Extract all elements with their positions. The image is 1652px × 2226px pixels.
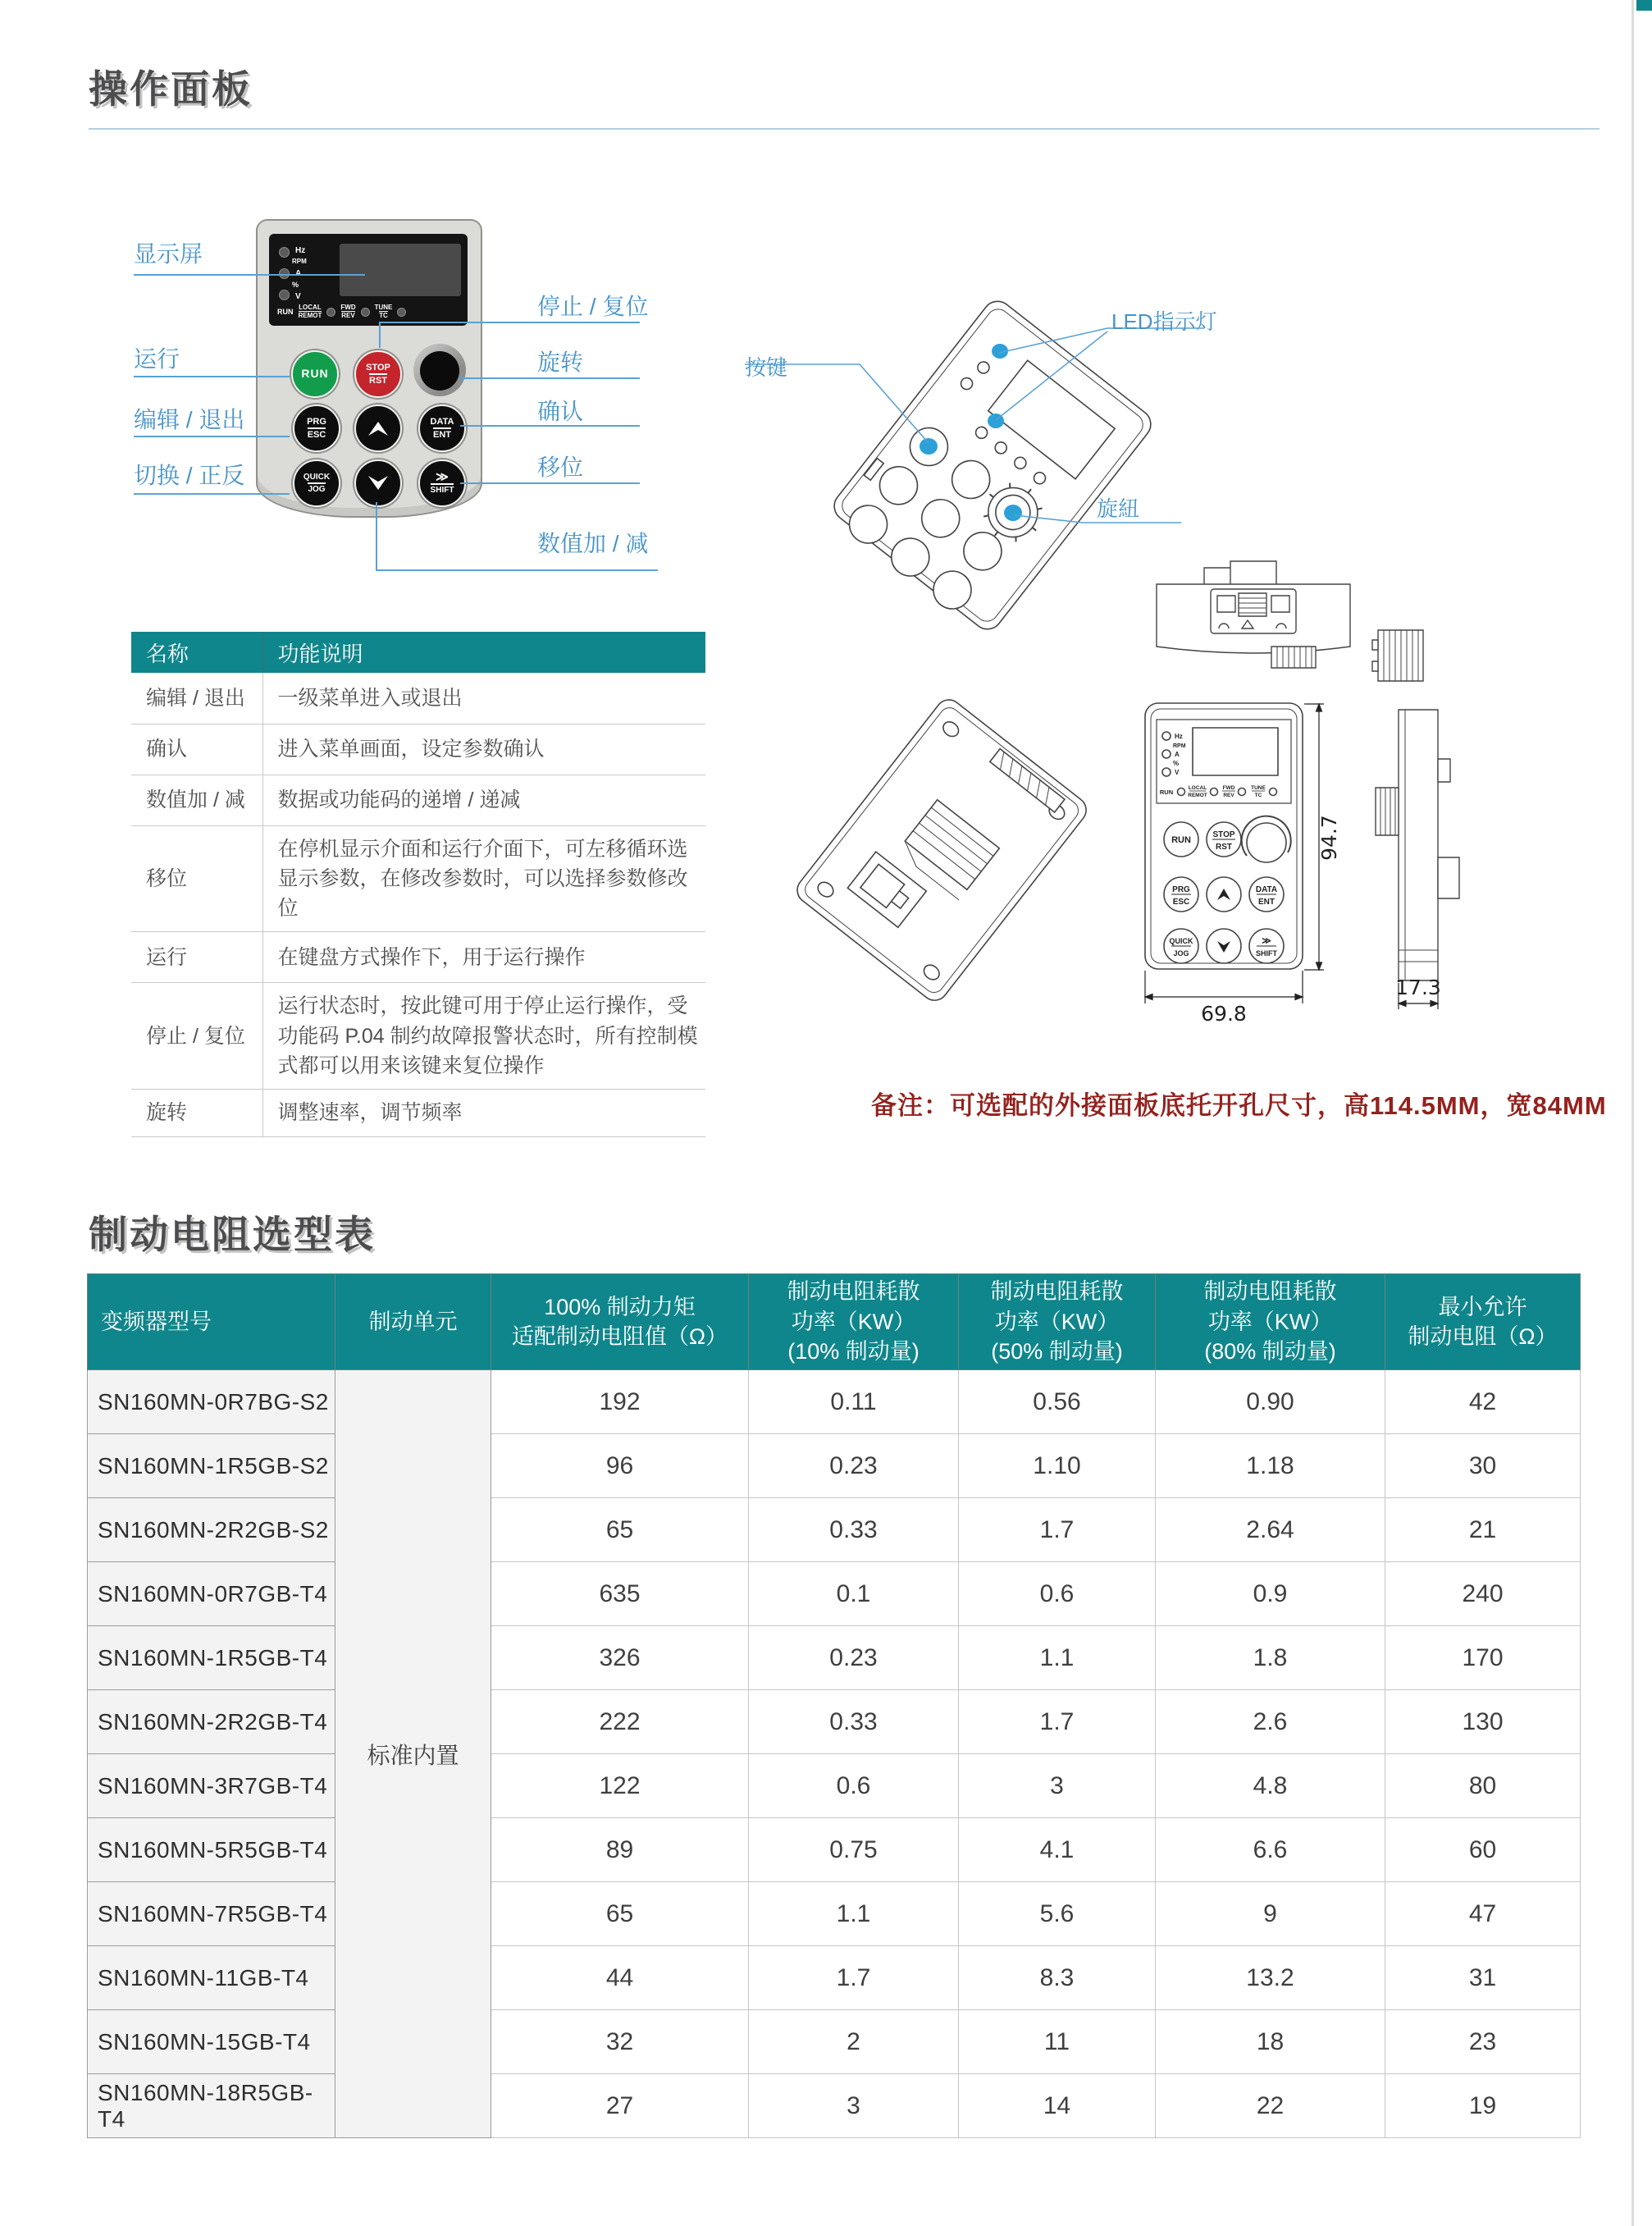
st-value: 65 <box>491 1498 749 1562</box>
st-value: 0.11 <box>749 1370 959 1434</box>
st-h-brake: 制动单元 <box>335 1274 491 1370</box>
st-value: 32 <box>491 2010 749 2074</box>
st-value: 240 <box>1385 1562 1581 1626</box>
st-value: 0.33 <box>749 1498 959 1562</box>
callout-line <box>134 274 365 276</box>
st-value: 3 <box>749 2074 959 2138</box>
st-value: 23 <box>1385 2010 1581 2074</box>
bracket-top-view <box>1147 560 1362 670</box>
keypad-display-bezel <box>269 234 468 326</box>
dim-status-remot: REMOT <box>1188 793 1207 798</box>
dim-led-hz: Hz <box>1175 733 1183 740</box>
callout-run: 运行 <box>134 346 180 372</box>
ft-name: 移位 <box>131 825 262 932</box>
st-h-line: 100% 制动力矩 <box>544 1294 696 1319</box>
st-value: 0.75 <box>749 1818 959 1882</box>
ft-header-desc: 功能说明 <box>262 632 705 673</box>
dim-btn-prg: PRG <box>1172 885 1190 894</box>
st-value: 2.6 <box>1156 1690 1385 1754</box>
callout-stop: 停止 / 复位 <box>537 294 649 319</box>
st-value: 1.1 <box>959 1626 1156 1690</box>
led-label-rpm: RPM <box>292 258 307 265</box>
data-ent-button <box>418 405 466 452</box>
status-tune: TUNE <box>374 304 393 311</box>
callout-confirm: 确认 <box>537 399 584 424</box>
status-remot: REMOT <box>298 312 322 320</box>
st-model: SN160MN-15GB-T4 <box>88 2010 335 2074</box>
callout-line <box>379 322 640 323</box>
table-row <box>88 1690 1581 1754</box>
dim-status-local: LOCAL <box>1188 785 1207 791</box>
st-value: 1.7 <box>959 1690 1156 1754</box>
rst-label: RST <box>369 373 387 386</box>
ft-desc: 进入菜单画面，设定参数确认 <box>262 724 705 775</box>
selection-table-header <box>88 1274 1581 1370</box>
table-row <box>131 983 705 1090</box>
section2-title: 制动电阻选型表 <box>89 1213 376 1256</box>
callout-line <box>376 502 377 571</box>
ft-desc: 在停机显示介面和运行介面下，可左移循环选显示参数，在修改参数时，可以选择参数修改位 <box>262 825 705 932</box>
ft-name: 停止 / 复位 <box>131 983 262 1090</box>
st-value: 130 <box>1385 1690 1581 1754</box>
st-model: SN160MN-11GB-T4 <box>88 1946 335 2010</box>
dim-btn-run: RUN <box>1171 835 1191 845</box>
function-table <box>131 632 705 1137</box>
status-tc: TC <box>379 312 388 320</box>
dim-height: 94.7 <box>1317 815 1341 861</box>
table-row <box>131 673 705 724</box>
rear-isometric-drawing <box>800 697 1079 1026</box>
st-model: SN160MN-7R5GB-T4 <box>88 1882 335 1946</box>
ft-desc: 运行状态时，按此键可用于停止运行操作，受功能码 P.04 制约故障报警状态时，所有控制模式都可以用来该键来复位操作 <box>262 983 705 1090</box>
callout-display: 显示屏 <box>134 241 203 267</box>
st-value: 21 <box>1385 1498 1581 1562</box>
st-value: 4.1 <box>959 1818 1156 1882</box>
dim-led-v: V <box>1175 769 1180 776</box>
st-h-resistance <box>491 1274 749 1370</box>
dim-status-tc: TC <box>1254 793 1262 798</box>
st-h-model: 变频器型号 <box>88 1274 335 1370</box>
status-row <box>277 304 463 320</box>
up-arrow-icon <box>366 419 390 437</box>
dim-led-a: A <box>1175 751 1180 758</box>
st-model: SN160MN-0R7GB-T4 <box>88 1562 335 1626</box>
shift-label: SHIFT <box>431 483 454 495</box>
ft-name: 旋转 <box>131 1090 262 1137</box>
st-value: 31 <box>1385 1946 1581 2010</box>
stop-reset-button <box>354 350 402 398</box>
table-row <box>131 1090 705 1137</box>
callout-line <box>376 569 658 571</box>
table-row <box>88 1562 1581 1626</box>
dim-led-rpm: RPM <box>1173 743 1186 749</box>
st-value: 22 <box>1156 2074 1385 2138</box>
st-value: 96 <box>491 1434 749 1498</box>
dim-btn-shift: SHIFT <box>1256 949 1277 958</box>
led-label-pct: % <box>292 281 299 289</box>
st-model: SN160MN-2R2GB-T4 <box>88 1690 335 1754</box>
ft-name: 运行 <box>131 932 262 983</box>
st-h-p50 <box>959 1274 1156 1370</box>
st-value: 1.18 <box>1156 1434 1385 1498</box>
rotary-knob-cap <box>420 351 459 391</box>
callout-line <box>459 377 640 379</box>
callout-line <box>460 482 640 484</box>
st-value: 192 <box>491 1370 749 1434</box>
dim-btn-esc: ESC <box>1172 898 1190 907</box>
up-button <box>354 405 402 452</box>
table-row <box>88 1946 1581 2010</box>
dim-status-tune: TUNE <box>1251 785 1266 791</box>
dim-btn-stop: STOP <box>1212 830 1235 839</box>
status-local: LOCAL <box>299 304 322 311</box>
led-label-hz: Hz <box>295 246 306 255</box>
st-value: 326 <box>491 1626 749 1690</box>
callout-updown: 数值加 / 减 <box>537 531 649 556</box>
callout-line <box>379 322 381 348</box>
st-value: 9 <box>1156 1882 1385 1946</box>
table-row <box>131 775 705 825</box>
callout-iso-led: LED指示灯 <box>1111 309 1217 334</box>
st-value: 13.2 <box>1156 1946 1385 2010</box>
st-value: 2 <box>749 2010 959 2074</box>
callout-shift: 移位 <box>537 455 584 480</box>
ft-desc: 数据或功能码的递增 / 递减 <box>262 775 705 825</box>
st-value: 8.3 <box>959 1946 1156 2010</box>
st-value: 18 <box>1156 2010 1385 2074</box>
shift-button <box>418 459 466 507</box>
keypad-illustration <box>256 219 482 518</box>
st-value: 170 <box>1385 1626 1581 1690</box>
down-arrow-icon <box>366 474 390 492</box>
st-value: 0.33 <box>749 1690 959 1754</box>
st-h-line: 制动电阻耗散 <box>787 1279 920 1305</box>
corner-mark <box>1636 0 1652 11</box>
st-h-p10 <box>749 1274 959 1370</box>
st-value: 44 <box>491 1946 749 2010</box>
st-h-line: (50% 制动量) <box>991 1339 1123 1364</box>
st-value: 0.23 <box>749 1626 959 1690</box>
status-led-icon <box>326 308 335 317</box>
st-value: 89 <box>491 1818 749 1882</box>
st-value: 30 <box>1385 1434 1581 1498</box>
table-row <box>88 1882 1581 1946</box>
note-text: 备注：可选配的外接面板底托开孔尺寸，高114.5MM，宽84MM <box>871 1091 1607 1120</box>
status-rev: REV <box>341 312 355 320</box>
st-value: 11 <box>959 2010 1156 2074</box>
st-h-line: 功率（KW） <box>791 1309 916 1334</box>
table-row <box>131 825 705 932</box>
st-value: 14 <box>959 2074 1156 2138</box>
st-value: 3 <box>959 1754 1156 1818</box>
st-value: 65 <box>491 1882 749 1946</box>
esc-label: ESC <box>308 427 326 440</box>
quick-label: QUICK <box>303 473 331 482</box>
st-value: 42 <box>1385 1370 1581 1434</box>
st-h-line: (10% 制动量) <box>787 1339 920 1364</box>
st-value: 19 <box>1385 2074 1581 2138</box>
st-model: SN160MN-2R2GB-S2 <box>88 1498 335 1562</box>
ft-desc: 调整速率，调节频率 <box>262 1090 705 1137</box>
dim-status-fwd: FWD <box>1222 785 1235 791</box>
st-value: 222 <box>491 1690 749 1754</box>
jog-label: JOG <box>308 482 325 494</box>
ft-name: 数值加 / 减 <box>131 775 262 825</box>
st-h-line: 制动电阻（Ω） <box>1408 1324 1558 1349</box>
st-value: 1.7 <box>749 1946 959 2010</box>
table-row <box>88 1626 1581 1690</box>
st-h-line: 制动电阻耗散 <box>990 1279 1124 1305</box>
quick-jog-button <box>293 459 340 507</box>
title-rule <box>89 128 1600 130</box>
st-value: 0.9 <box>1156 1562 1385 1626</box>
prg-label: PRG <box>307 416 326 427</box>
status-led-icon <box>397 308 406 317</box>
st-value: 1.7 <box>959 1498 1156 1562</box>
dim-btn-jog: JOG <box>1173 949 1189 958</box>
st-value: 1.8 <box>1156 1626 1385 1690</box>
ft-desc: 在键盘方式操作下，用于运行操作 <box>262 932 705 983</box>
page-title: 操作面板 <box>89 67 253 111</box>
dim-btn-ent: ENT <box>1258 898 1275 907</box>
st-h-line: 适配制动电阻值（Ω） <box>511 1324 728 1349</box>
dim-btn-quick: QUICK <box>1169 937 1193 945</box>
status-tune-tc <box>375 304 393 320</box>
callout-rotate: 旋转 <box>537 350 584 375</box>
run-button <box>291 350 339 398</box>
table-row <box>88 2010 1581 2074</box>
shift-symbol: ≫ <box>436 469 449 484</box>
dim-status-run: RUN <box>1159 788 1174 796</box>
st-value: 1.1 <box>749 1882 959 1946</box>
selection-table <box>87 1273 1581 2138</box>
callout-line <box>460 425 640 427</box>
status-led-icon <box>361 308 370 317</box>
table-row <box>88 1818 1581 1882</box>
st-value: 6.6 <box>1156 1818 1385 1882</box>
callout-edit: 编辑 / 退出 <box>134 407 245 432</box>
st-model: SN160MN-1R5GB-T4 <box>88 1626 335 1690</box>
status-fwd: FWD <box>340 304 356 311</box>
dim-btn-rst: RST <box>1216 843 1232 852</box>
st-value: 4.8 <box>1156 1754 1385 1818</box>
callout-line <box>134 436 290 437</box>
st-value: 60 <box>1385 1818 1581 1882</box>
st-value: 5.6 <box>959 1882 1156 1946</box>
ft-name: 确认 <box>131 724 262 775</box>
st-model: SN160MN-18R5GB-T4 <box>88 2074 335 2138</box>
ft-name: 编辑 / 退出 <box>131 673 262 724</box>
st-value: 27 <box>491 2074 749 2138</box>
led-label-v: V <box>295 292 301 301</box>
dim-led-pct: % <box>1173 760 1180 767</box>
st-value: 0.56 <box>959 1370 1156 1434</box>
side-view-drawing <box>1358 624 1493 1016</box>
st-model: SN160MN-3R7GB-T4 <box>88 1754 335 1818</box>
table-row <box>88 1498 1581 1562</box>
dim-btn-data: DATA <box>1255 885 1278 894</box>
ft-desc: 一级菜单进入或退出 <box>262 673 705 724</box>
st-value: 122 <box>491 1754 749 1818</box>
st-value: 0.90 <box>1156 1370 1385 1434</box>
down-button <box>354 459 402 507</box>
led-hz-icon <box>279 247 290 258</box>
table-row <box>131 932 705 983</box>
st-value: 47 <box>1385 1882 1581 1946</box>
button-marker-dot <box>920 438 938 455</box>
stop-label: STOP <box>366 362 390 373</box>
led-v-icon <box>279 290 290 300</box>
st-value: 635 <box>491 1562 749 1626</box>
st-value: 0.6 <box>749 1754 959 1818</box>
run-button-label: RUN <box>301 367 329 381</box>
table-row <box>131 724 705 775</box>
status-run: RUN <box>277 308 294 317</box>
prg-esc-button <box>293 405 340 452</box>
page-edge-line <box>1631 0 1634 2226</box>
ent-label: ENT <box>433 427 451 440</box>
st-h-line: 最小允许 <box>1438 1294 1527 1319</box>
ft-header-name: 名称 <box>131 632 262 673</box>
table-row <box>88 1434 1581 1498</box>
st-h-line: 功率（KW） <box>1207 1309 1333 1334</box>
st-h-p80 <box>1156 1274 1385 1370</box>
status-fwd-rev <box>340 304 355 320</box>
dim-btn-shift-sym: ≫ <box>1262 936 1271 946</box>
st-brake-unit: 标准内置 <box>335 1370 491 2138</box>
rotary-knob <box>413 344 466 396</box>
st-value: 0.6 <box>959 1562 1156 1626</box>
callout-iso-button: 按键 <box>745 355 788 380</box>
st-model: SN160MN-1R5GB-S2 <box>88 1434 335 1498</box>
callout-iso-knob: 旋紐 <box>1097 496 1140 521</box>
st-h-line: 制动电阻耗散 <box>1203 1279 1337 1305</box>
st-value: 0.23 <box>749 1434 959 1498</box>
callout-line <box>134 493 290 495</box>
status-local-remot <box>299 304 322 320</box>
table-row <box>88 2074 1581 2138</box>
dim-depth: 17.3 <box>1395 976 1441 999</box>
dim-width: 69.8 <box>1201 1002 1247 1026</box>
table-row <box>88 1754 1581 1818</box>
st-h-line: 功率（KW） <box>994 1309 1120 1334</box>
dimensioned-front-view <box>1142 700 1347 1024</box>
callout-line <box>134 376 290 377</box>
data-label: DATA <box>430 416 454 427</box>
st-h-line: (80% 制动量) <box>1204 1339 1336 1364</box>
st-h-min <box>1385 1274 1581 1370</box>
st-value: 0.1 <box>749 1562 959 1626</box>
st-model: SN160MN-5R5GB-T4 <box>88 1818 335 1882</box>
dim-status-rev: REV <box>1223 793 1234 798</box>
st-model: SN160MN-0R7BG-S2 <box>88 1370 335 1434</box>
table-row <box>88 1370 1581 1434</box>
keypad-screen <box>340 244 461 296</box>
callout-switch: 切换 / 正反 <box>134 463 245 488</box>
st-value: 80 <box>1385 1754 1581 1818</box>
st-value: 2.64 <box>1156 1498 1385 1562</box>
st-value: 1.10 <box>959 1434 1156 1498</box>
knob-marker-dot <box>1004 505 1022 521</box>
